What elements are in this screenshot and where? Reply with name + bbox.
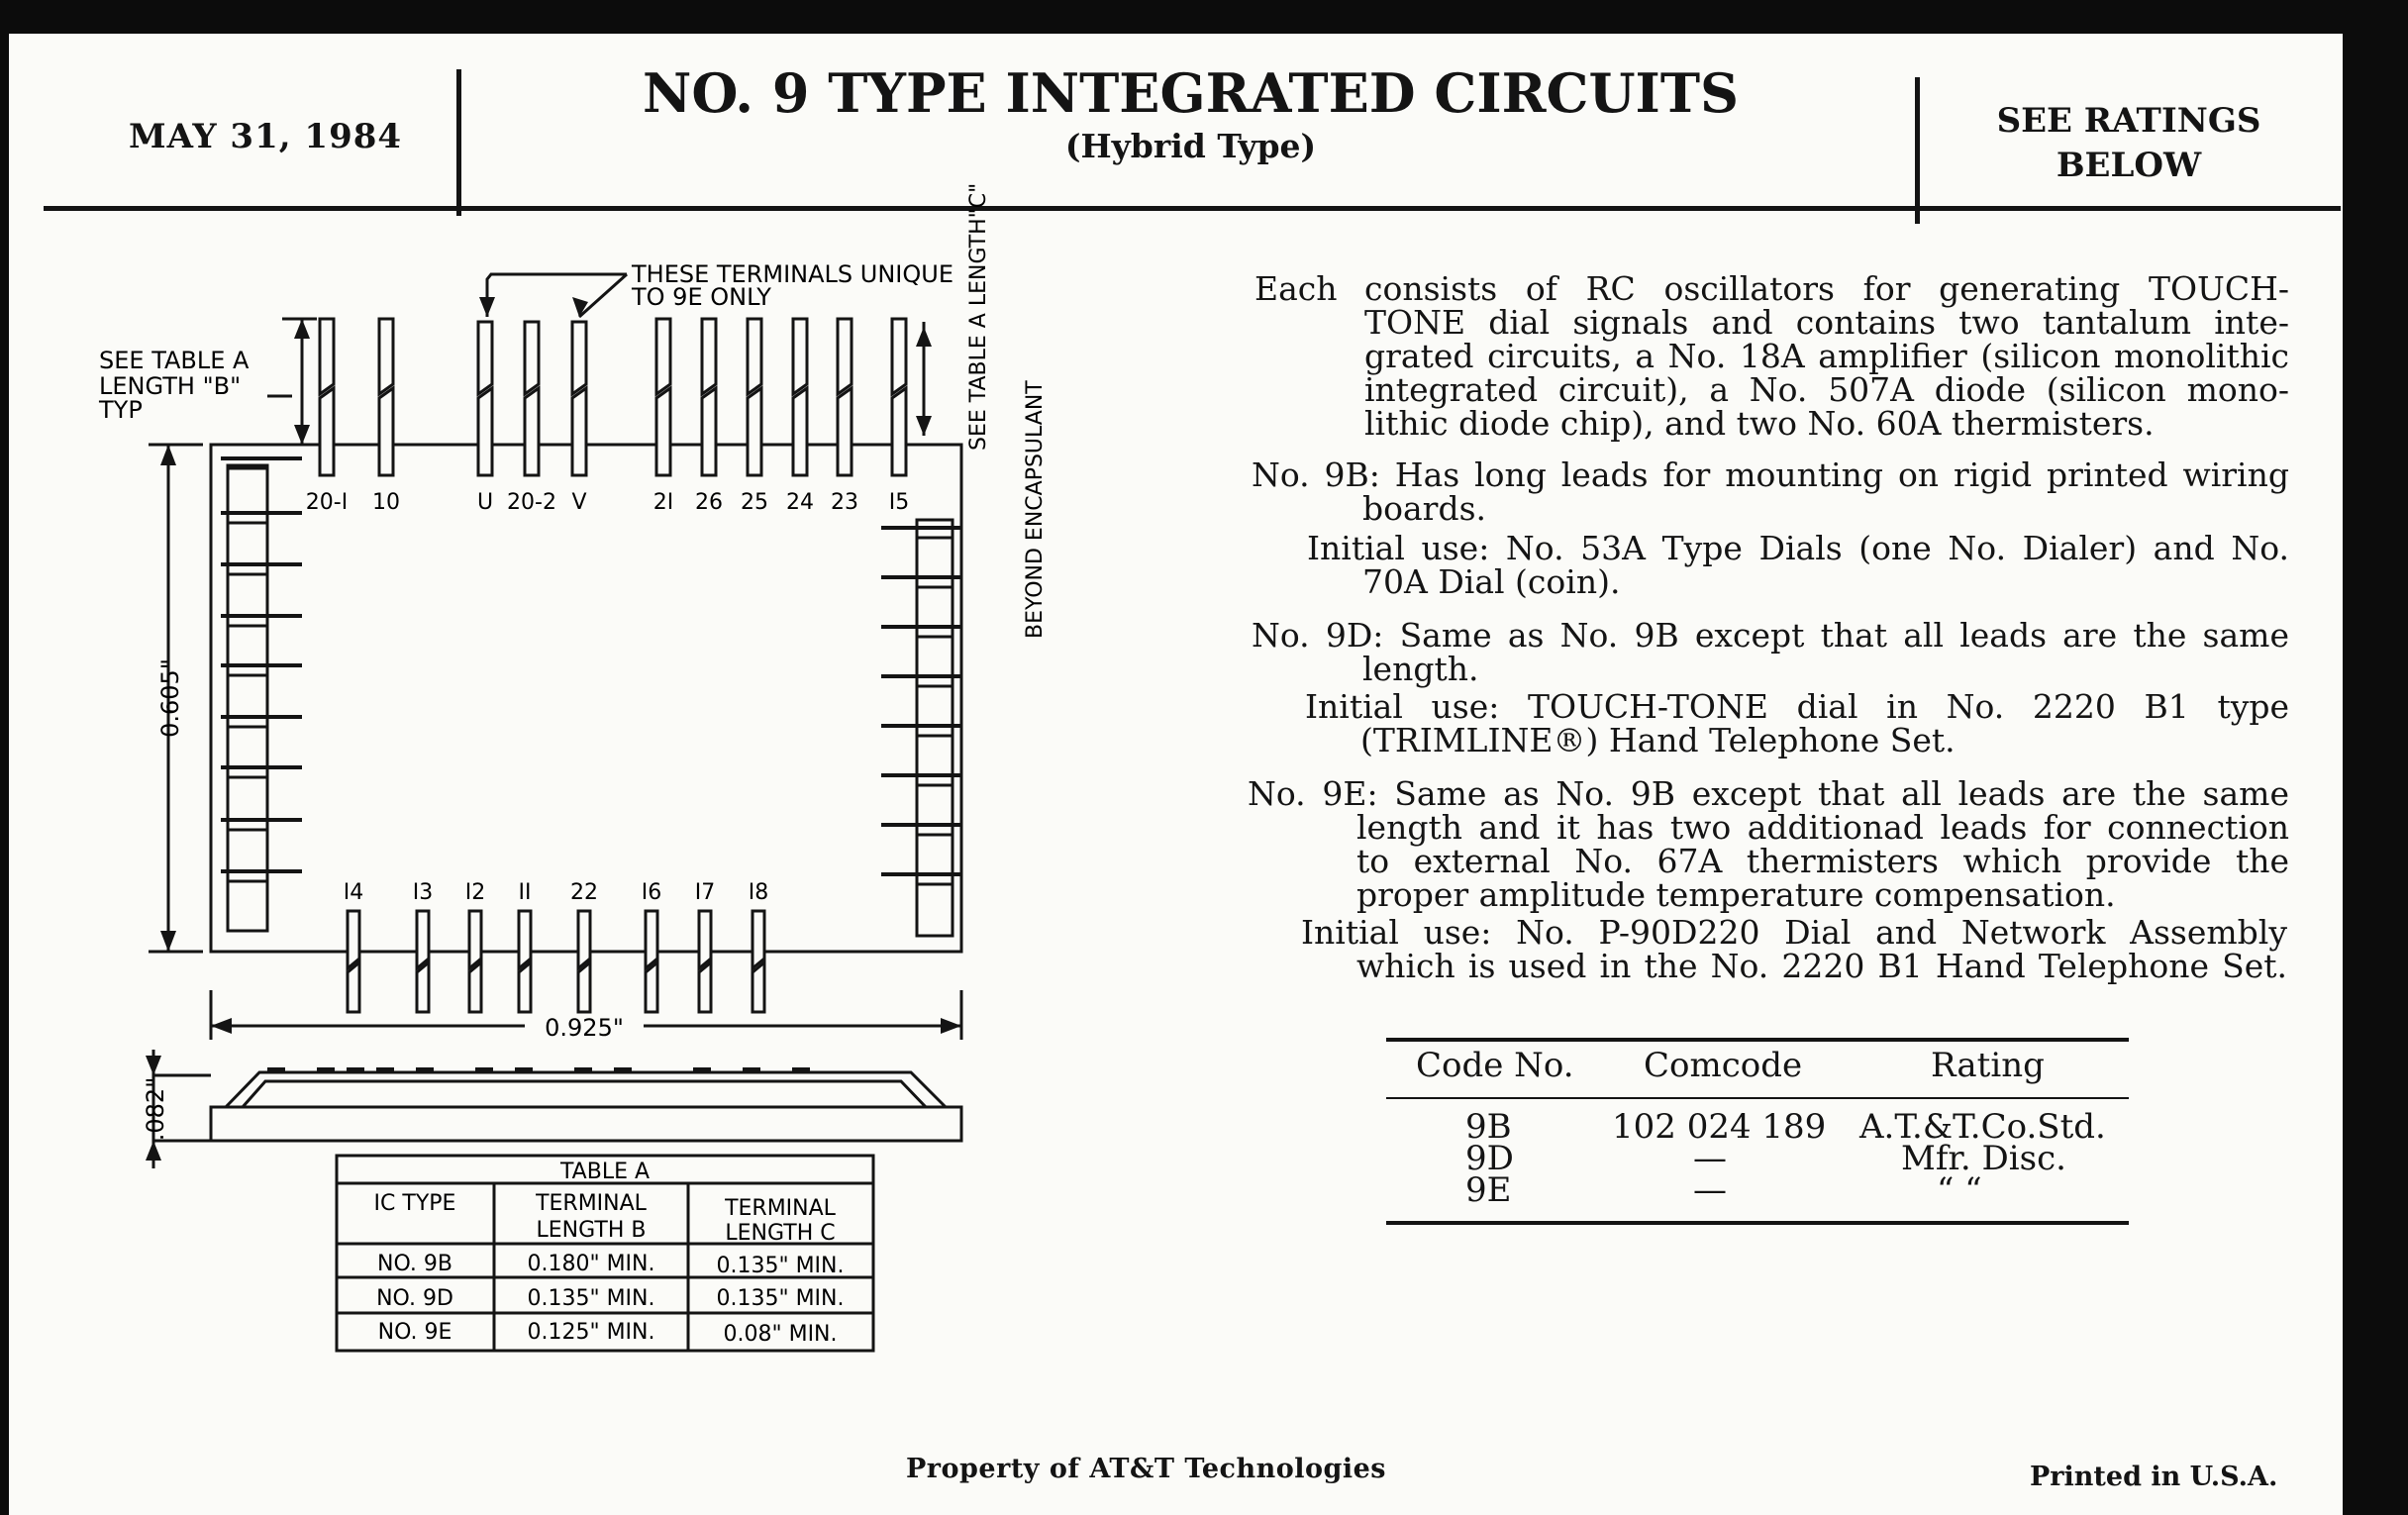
- ratings-note: [1921, 99, 2337, 188]
- top-pin-label: U: [476, 490, 494, 515]
- callout-c: SEE TABLE A LENGTH"C": [966, 182, 991, 451]
- intro-paragraph: [1364, 269, 2289, 443]
- bottom-terminal: [519, 911, 531, 1012]
- item-9e-line: to external No. 67A thermisters which provide the: [1356, 842, 2289, 880]
- table-a-cell: 0.125" MIN.: [527, 1320, 655, 1345]
- item-9b-use: [1307, 529, 2289, 601]
- ratings-cell: 9E: [1465, 1170, 1512, 1210]
- table-a-cell: NO. 9E: [377, 1320, 452, 1345]
- intro-line: grated circuits, a No. 18A amplifier (silicon monolithic: [1364, 337, 2289, 375]
- top-terminal: [838, 319, 852, 475]
- top-pin-label: V: [571, 490, 587, 515]
- item-9d: [1252, 616, 2289, 688]
- dim-width: 0.925": [545, 1014, 624, 1042]
- item-9e-use-line: which is used in the No. 2220 B1 Hand Telephone Set.: [1356, 947, 2287, 985]
- top-pin-label: 10: [372, 490, 400, 515]
- ratings-cell: —: [1693, 1170, 1727, 1210]
- ratings-table-header-rule: [1386, 1097, 2129, 1099]
- callout-b-line3: TYP: [99, 396, 143, 424]
- scan-edge-right: [2343, 0, 2408, 1515]
- item-9d-line: No. 9D: Same as No. 9B except that all leads are the same: [1252, 616, 2289, 655]
- bottom-terminal: [699, 911, 711, 1012]
- top-pin-labels: [306, 490, 909, 515]
- item-9e-use-line: Initial use: No. P-90D220 Dial and Network Assembly: [1301, 913, 2287, 952]
- ratings-cell: 9B: [1465, 1107, 1512, 1147]
- ratings-cell: A.T.&T.Co.Std.: [1859, 1107, 2106, 1147]
- table-a-cell: 0.08" MIN.: [723, 1322, 838, 1347]
- page-subtitle: (Hybrid Type): [1064, 127, 1317, 165]
- ratings-header-comcode: Comcode: [1644, 1046, 1803, 1085]
- top-terminal: [379, 319, 393, 475]
- callout-unique-line1: THESE TERMINALS UNIQUE: [632, 260, 954, 288]
- bottom-pin-label: I7: [694, 880, 716, 905]
- ratings-table-bottom-rule: [1386, 1221, 2129, 1225]
- bottom-pin-label: I4: [343, 880, 364, 905]
- top-terminal: [656, 319, 670, 475]
- bottom-terminal: [348, 911, 359, 1012]
- table-a-header-type: IC TYPE: [373, 1191, 456, 1216]
- dim-thickness: .082": [142, 1076, 169, 1142]
- footer-printed: Printed in U.S.A.: [2030, 1462, 2278, 1492]
- item-9d-use-line: Initial use: TOUCH-TONE dial in No. 2220 B1 type: [1305, 687, 2289, 726]
- bottom-pin-label: I6: [641, 880, 662, 905]
- table-a-cell: 0.180" MIN.: [527, 1252, 655, 1276]
- bottom-pin-label: II: [518, 880, 532, 905]
- top-pin-label: 24: [786, 490, 814, 515]
- callout-leader: [487, 274, 627, 317]
- side-leads: [221, 458, 960, 884]
- table-a-header-b-line1: TERMINAL: [536, 1191, 647, 1216]
- top-terminals: [320, 319, 906, 475]
- bottom-terminal: [417, 911, 429, 1012]
- footer-property: Property of AT&T Technologies: [906, 1454, 1386, 1484]
- top-terminal: [572, 322, 586, 475]
- item-9e-line: No. 9E: Same as No. 9B except that all leads are the same: [1248, 774, 2289, 813]
- item-9b-line: boards.: [1362, 489, 1486, 528]
- bottom-terminal: [646, 911, 657, 1012]
- bottom-pin-label: 22: [570, 880, 598, 905]
- item-9b-use-line: Initial use: No. 53A Type Dials (one No. Dialer) and No.: [1307, 529, 2289, 567]
- top-pin-label: I5: [888, 490, 910, 515]
- ratings-note-line2: BELOW: [2056, 146, 2202, 185]
- bottom-pin-label: I2: [464, 880, 486, 905]
- table-a-cell: NO. 9D: [376, 1286, 453, 1311]
- ratings-cell: 102 024 189: [1612, 1107, 1827, 1147]
- ratings-header-code: Code No.: [1416, 1046, 1574, 1085]
- dim-height: 0.605": [156, 658, 184, 738]
- intro-line: TONE dial signals and contains two tantalum inte-: [1364, 303, 2289, 342]
- top-pin-label: 26: [695, 490, 723, 515]
- top-terminal: [748, 319, 761, 475]
- ratings-cell: —: [1693, 1139, 1727, 1178]
- item-9e: [1248, 774, 2289, 914]
- bottom-pin-labels: [344, 880, 769, 905]
- top-terminal: [320, 319, 334, 475]
- header-divider-right: [1915, 77, 1920, 224]
- intro-line: integrated circuit), a No. 507A diode (silicon mono-: [1364, 370, 2289, 409]
- table-a-cell: NO. 9B: [377, 1252, 452, 1276]
- ratings-cell: Mfr. Disc.: [1901, 1139, 2066, 1178]
- bottom-terminal: [578, 911, 590, 1012]
- top-pin-label: 20-2: [507, 490, 556, 515]
- item-9d-use-line: (TRIMLINE®) Hand Telephone Set.: [1360, 721, 1956, 759]
- table-a-header-c-line1: TERMINAL: [725, 1196, 836, 1221]
- table-a-header-c-line2: LENGTH C: [725, 1221, 836, 1246]
- top-pin-label: 23: [831, 490, 858, 515]
- item-9e-use: [1301, 913, 2287, 985]
- callout-unique-line2: TO 9E ONLY: [632, 283, 771, 311]
- top-pin-label: 25: [741, 490, 768, 515]
- item-9b-line: No. 9B: Has long leads for mounting on rigid printed wiring: [1252, 455, 2289, 494]
- bottom-terminal: [469, 911, 481, 1012]
- bottom-pin-label: I3: [412, 880, 434, 905]
- table-a-cell: 0.135" MIN.: [527, 1286, 655, 1311]
- item-9b-use-line: 70A Dial (coin).: [1362, 562, 1621, 601]
- ratings-cell: “ “: [1937, 1170, 1982, 1210]
- page-title: NO. 9 TYPE INTEGRATED CIRCUITS: [643, 61, 1739, 125]
- ratings-cell: 9D: [1465, 1139, 1514, 1178]
- item-9e-line: length and it has two additionad leads for connection: [1356, 808, 2289, 847]
- table-a-cell: 0.135" MIN.: [716, 1286, 845, 1311]
- left-lead-comb: [228, 465, 267, 931]
- item-9d-use: [1305, 687, 2289, 759]
- callout-b-line2: LENGTH "B": [99, 372, 242, 400]
- top-pin-label: 2I: [652, 490, 674, 515]
- ratings-note-line1: SEE RATINGS: [1996, 101, 2261, 141]
- ratings-header-rating: Rating: [1931, 1046, 2045, 1085]
- ic-package-drawing: [0, 0, 1089, 1386]
- date: MAY 31, 1984: [129, 117, 403, 156]
- item-9e-line: proper amplitude temperature compensation.: [1356, 875, 2116, 914]
- side-view: [211, 1107, 961, 1141]
- item-9b: [1252, 455, 2289, 528]
- top-terminal: [478, 322, 492, 475]
- table-a-title: TABLE A: [559, 1160, 651, 1184]
- top-terminal: [793, 319, 807, 475]
- intro-lead: Each: [1254, 269, 1338, 308]
- intro-line: consists of RC oscillators for generating TOUCH-: [1364, 269, 2289, 308]
- top-terminal: [702, 319, 716, 475]
- top-terminal: [892, 319, 906, 475]
- bottom-terminals: [348, 911, 764, 1012]
- package-outline: [211, 445, 961, 952]
- table-a: [337, 1156, 873, 1351]
- bottom-pin-label: I8: [748, 880, 769, 905]
- callout-b-line1: SEE TABLE A: [99, 347, 250, 374]
- beyond-encapsulant: BEYOND ENCAPSULANT: [1023, 380, 1048, 639]
- item-9d-line: length.: [1362, 650, 1479, 688]
- top-terminal: [525, 322, 539, 475]
- bottom-terminal: [752, 911, 764, 1012]
- table-a-cell: 0.135" MIN.: [716, 1254, 845, 1278]
- intro-line: lithic diode chip), and two No. 60A thermisters.: [1364, 404, 2155, 443]
- top-pin-label: 20-I: [305, 490, 349, 515]
- table-a-header-b-line2: LENGTH B: [536, 1218, 647, 1243]
- ratings-table-top-rule: [1386, 1038, 2129, 1042]
